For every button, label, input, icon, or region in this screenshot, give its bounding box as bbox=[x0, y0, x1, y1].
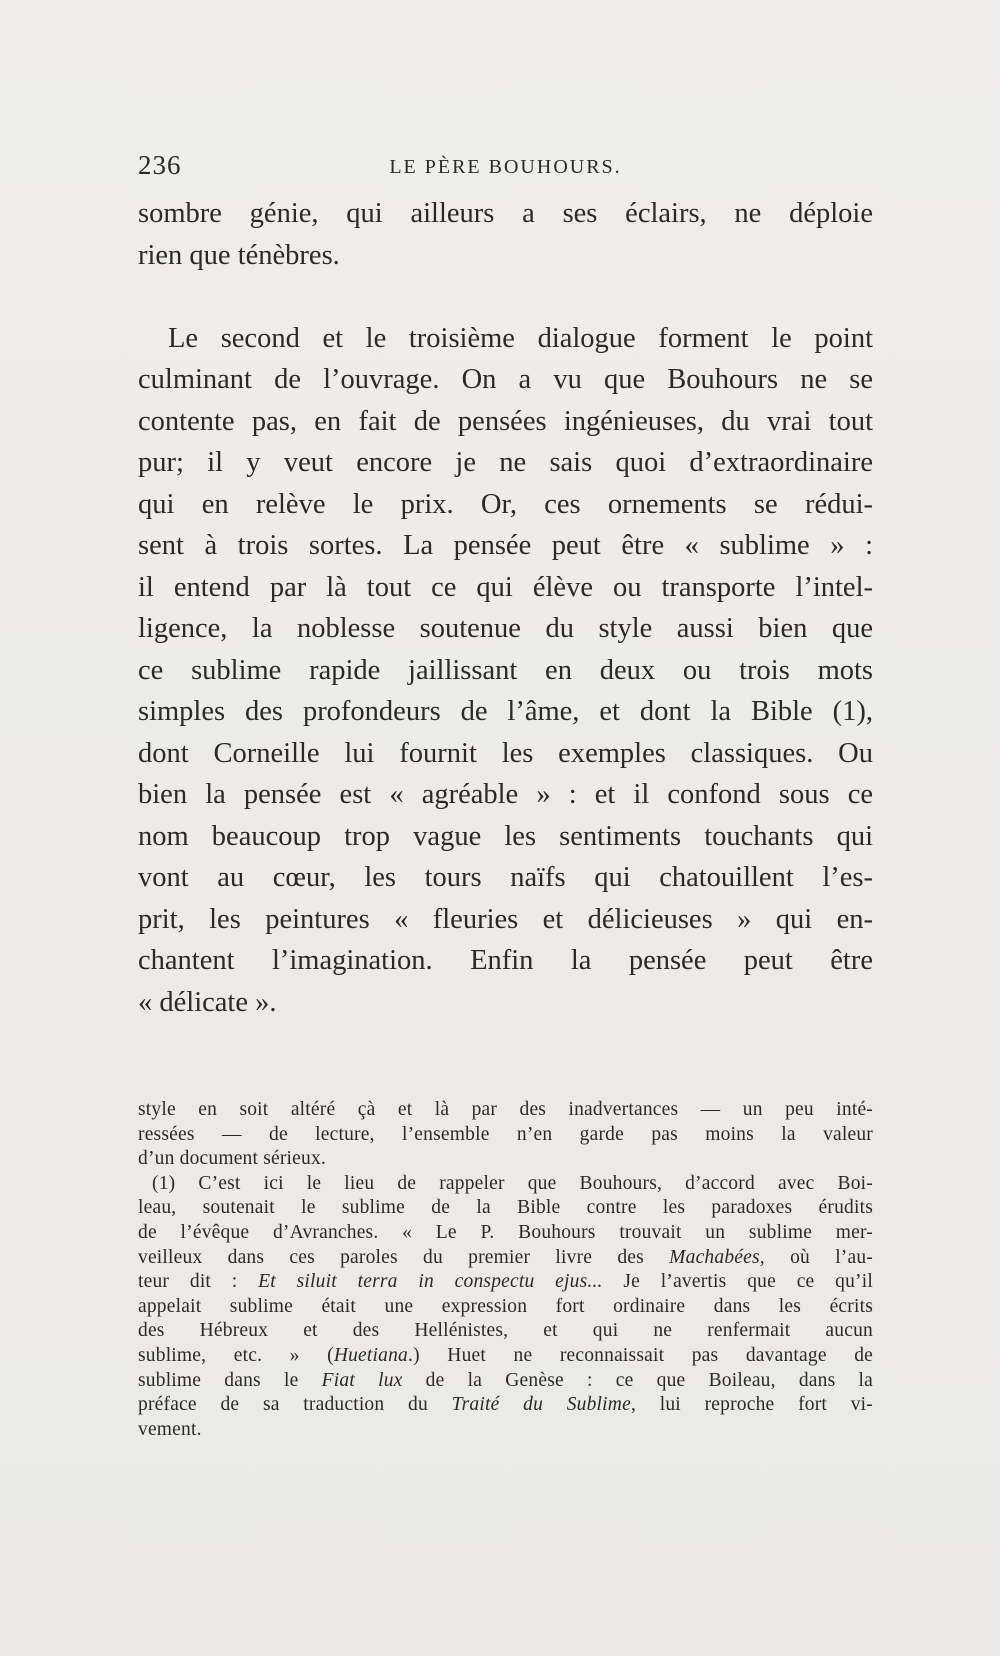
footnote-text: veilleux dans ces paroles du premier livre des bbox=[138, 1246, 670, 1268]
text-line: sent à trois sortes. La pensée peut être « sublime » : bbox=[138, 530, 873, 561]
footnote-line bbox=[138, 1344, 873, 1369]
footnote-line: vement. bbox=[138, 1418, 202, 1440]
paragraph-gap bbox=[138, 276, 873, 318]
page-number: 236 bbox=[138, 150, 182, 180]
footnotes bbox=[138, 1098, 873, 1442]
latin-quote: Et siluit terra in conspectu ejus... bbox=[258, 1271, 603, 1293]
footnote-line bbox=[138, 1393, 873, 1418]
footnote-text: Je l’avertis que ce qu’il bbox=[602, 1271, 873, 1293]
text-line: rien que ténèbres. bbox=[138, 239, 340, 271]
text-line: dont Corneille lui fournit les exemples classiques. Ou bbox=[138, 737, 873, 769]
footnote-line: de l’évêque d’Avranches. « Le P. Bouhours trouvait un sublime mer- bbox=[138, 1221, 873, 1243]
text-line: contente pas, en fait de pensées ingénieuses, du vrai tout bbox=[138, 405, 873, 437]
text-line: ce sublime rapide jaillissant en deux ou trois mots bbox=[138, 654, 873, 686]
text-line: vont au cœur, les tours naïfs qui chatouillent l’es- bbox=[138, 862, 873, 893]
footnote-text: , où l’au- bbox=[759, 1246, 874, 1268]
text-line: simples des profondeurs de l’âme, et dont la Bible (1), bbox=[138, 696, 873, 727]
text-line: prit, les peintures « fleuries et délicieuses » qui en- bbox=[138, 903, 873, 935]
footnote-text: de la Genèse : ce que Boileau, dans la bbox=[402, 1369, 874, 1391]
text-line: culminant de l’ouvrage. On a vu que Bouhours ne se bbox=[138, 364, 873, 395]
page-header bbox=[138, 150, 873, 190]
text-line: sombre génie, qui ailleurs a ses éclairs, ne déploie bbox=[138, 198, 873, 229]
footnote-line: style en soit altéré çà et là par des inadvertances — un peu inté- bbox=[138, 1099, 873, 1120]
footnote-line bbox=[138, 1270, 873, 1295]
title-machabees: Machabées bbox=[669, 1246, 760, 1268]
footnote-text: préface de sa traduction du bbox=[138, 1394, 452, 1416]
text-line: qui en relève le prix. Or, ces ornements se rédui- bbox=[138, 488, 873, 520]
text-line: nom beaucoup trop vague les sentiments touchants qui bbox=[138, 820, 873, 852]
footnote-line: ressées — de lecture, l’ensemble n’en garde pas moins la valeur bbox=[138, 1123, 873, 1145]
running-head: LE PÈRE BOUHOURS. bbox=[389, 156, 622, 178]
text-line: ligence, la noblesse soutenue du style aussi bien que bbox=[138, 613, 873, 644]
footnote-line: d’un document sérieux. bbox=[138, 1148, 326, 1170]
footnote-line: des Hébreux et des Hellénistes, et qui ne renfermait aucun bbox=[138, 1320, 873, 1342]
footnote-text: sublime, etc. » ( bbox=[138, 1344, 334, 1366]
footnote-line: leau, soutenait le sublime de la Bible contre les paradoxes érudits bbox=[138, 1197, 873, 1219]
title-traite-du-sublime: Traité du Sublime bbox=[451, 1394, 631, 1416]
title-huetiana: Huetiana bbox=[333, 1344, 408, 1366]
footnote-line bbox=[138, 1246, 873, 1271]
text-line: chantent l’imagination. Enfin la pensée peut être bbox=[138, 945, 873, 976]
footnote-line bbox=[138, 1369, 873, 1394]
footnote-line: appelait sublime était une expression fort ordinaire dans les écrits bbox=[138, 1295, 873, 1317]
text-line: Le second et le troisième dialogue forment le point bbox=[168, 322, 873, 354]
text-line: pur; il y veut encore je ne sais quoi d’extraordinaire bbox=[138, 447, 873, 478]
footnote-line: (1) C’est ici le lieu de rappeler que Bouhours, d’accord avec Boi- bbox=[152, 1172, 873, 1194]
text-line: « délicate ». bbox=[138, 986, 277, 1018]
footnote-text: sublime dans le bbox=[138, 1369, 322, 1391]
main-text bbox=[138, 193, 873, 1023]
text-line: bien la pensée est « agréable » : et il confond sous ce bbox=[138, 779, 873, 810]
footnote-text: .) Huet ne reconnaissait pas davantage de bbox=[408, 1344, 873, 1366]
footnote-text: teur dit : bbox=[138, 1271, 259, 1293]
text-line: il entend par là tout ce qui élève ou transporte l’intel- bbox=[138, 571, 873, 603]
footnote-text: , lui reproche fort vi- bbox=[630, 1394, 873, 1416]
latin-fiat-lux: Fiat lux bbox=[321, 1369, 403, 1391]
